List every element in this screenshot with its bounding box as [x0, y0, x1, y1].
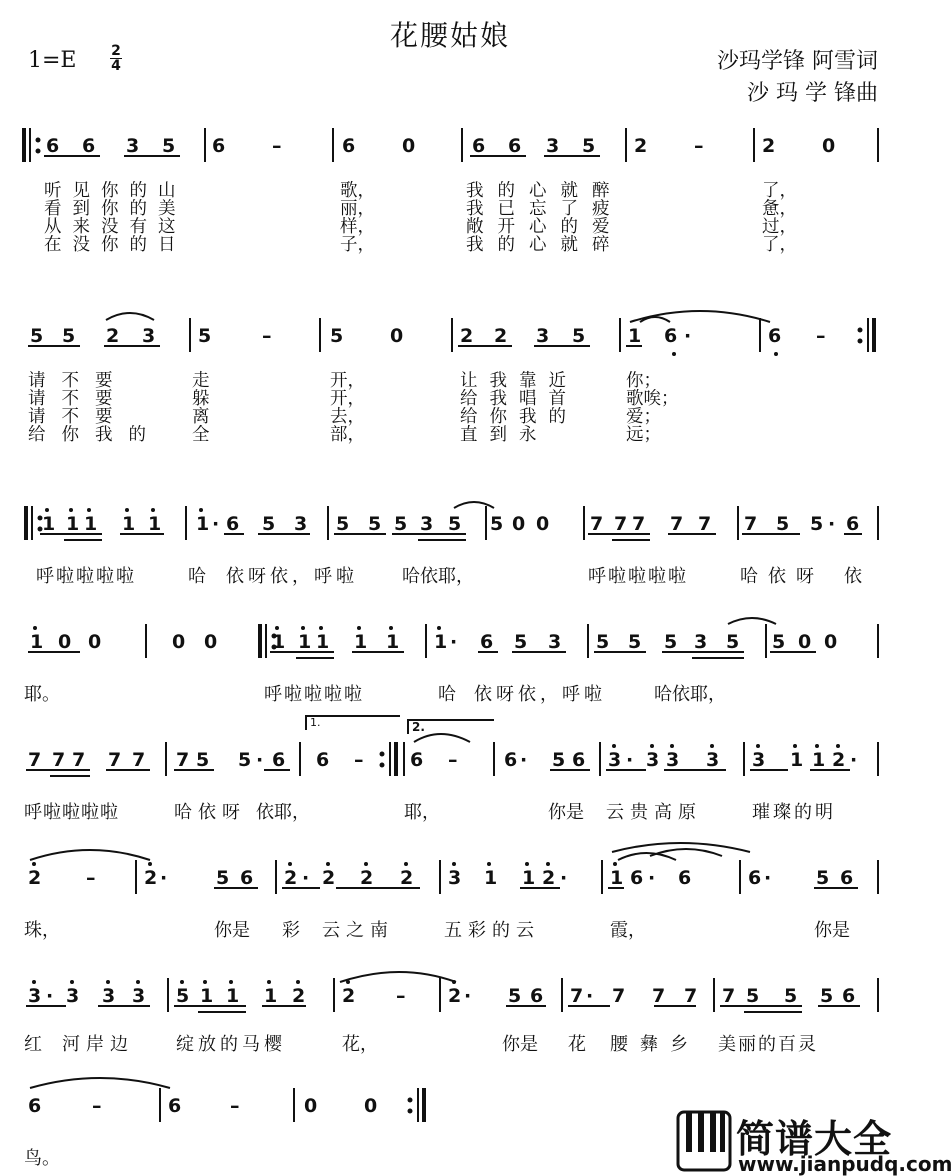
svg-text:7: 7 — [614, 513, 628, 535]
svg-text:0: 0 — [402, 135, 416, 157]
svg-text:5: 5 — [198, 325, 212, 347]
svg-text:–: – — [816, 325, 826, 347]
svg-text:5: 5 — [216, 867, 230, 889]
lyric2-v4-b: 全 — [192, 425, 210, 445]
svg-text:5: 5 — [572, 325, 586, 347]
svg-text:3: 3 — [608, 749, 622, 771]
svg-text:2: 2 — [448, 985, 462, 1007]
svg-text:6: 6 — [768, 325, 782, 347]
svg-text:3: 3 — [102, 985, 116, 1007]
lyric-r7-6: 花 — [568, 1034, 586, 1055]
svg-text:2: 2 — [360, 867, 374, 889]
svg-text:·: · — [648, 867, 656, 889]
lyric2-v4-d: 直到永 — [460, 425, 549, 445]
svg-text:3: 3 — [548, 631, 562, 653]
lyric2-v4-e: 远； — [626, 425, 661, 445]
svg-text:–: – — [272, 135, 282, 157]
svg-text:2: 2 — [762, 135, 776, 157]
lyric-r7-2: 河岸边 — [62, 1034, 134, 1055]
svg-text:·: · — [520, 749, 528, 771]
logo-url[interactable]: www.jianpudq.com — [738, 1152, 952, 1176]
svg-text:5: 5 — [448, 513, 462, 535]
lyric-r8-1: 鸟。 — [24, 1148, 60, 1169]
svg-text:5: 5 — [262, 513, 276, 535]
volta-first-label: 1. — [310, 716, 321, 729]
svg-text:6: 6 — [842, 985, 856, 1007]
svg-text:6: 6 — [504, 749, 518, 771]
lyric-r7-7: 腰彝乡 — [610, 1034, 700, 1055]
lyric-r4-1: 耶。 — [24, 684, 60, 705]
lyric2-v3-d: 给你我的 — [460, 407, 578, 427]
svg-text:1: 1 — [122, 513, 136, 535]
svg-text:5: 5 — [514, 631, 528, 653]
lyric-v4-a: 在没你的日 — [44, 235, 187, 255]
svg-text:2: 2 — [322, 867, 336, 889]
svg-text:2: 2 — [542, 867, 556, 889]
svg-text:3: 3 — [448, 867, 462, 889]
lyric-r6-2: 你是 — [214, 920, 250, 941]
svg-text:0: 0 — [88, 631, 102, 653]
svg-text:7: 7 — [108, 749, 122, 771]
lyric-r4-2: 呼啦啦啦啦 — [264, 684, 364, 705]
svg-text:5: 5 — [784, 985, 798, 1007]
svg-text:5: 5 — [196, 749, 210, 771]
svg-text:6: 6 — [480, 631, 494, 653]
svg-text:6: 6 — [846, 513, 860, 535]
svg-text:·: · — [850, 749, 858, 771]
svg-text:·: · — [256, 749, 264, 771]
lyric2-v1-e: 你； — [626, 371, 661, 391]
lyric-r3-4: 哈依耶， — [402, 566, 474, 587]
svg-text:2: 2 — [144, 867, 158, 889]
svg-text:1: 1 — [790, 749, 804, 771]
svg-text:7: 7 — [670, 513, 684, 535]
lyric-r7-5: 你是 — [502, 1034, 538, 1055]
lyric-r5-7: 璀璨的明 — [752, 802, 836, 823]
svg-text:2: 2 — [832, 749, 846, 771]
lyric-v4-c: 我的心就碎 — [466, 235, 624, 255]
lyric-v2-a: 看到你的美 — [44, 199, 187, 219]
svg-text:·: · — [684, 325, 692, 347]
key-signature: 1=E — [28, 48, 77, 73]
svg-text:5: 5 — [336, 513, 350, 535]
lyric2-v4-a: 给你我的 — [28, 425, 162, 445]
lyric-r3-5: 呼啦啦啦啦 — [588, 566, 688, 587]
svg-text:1: 1 — [812, 749, 826, 771]
svg-text:·: · — [764, 867, 772, 889]
svg-text:5: 5 — [816, 867, 830, 889]
logo-name: 简谱大全 — [736, 1117, 893, 1161]
lyric-v2-c: 我已忘了疲 — [466, 199, 624, 219]
svg-text:7: 7 — [52, 749, 66, 771]
svg-text:2: 2 — [494, 325, 508, 347]
lyric-v2-b: 丽， — [340, 199, 375, 219]
svg-text:–: – — [448, 749, 458, 771]
svg-text:2: 2 — [28, 867, 42, 889]
svg-text:0: 0 — [512, 513, 526, 535]
lyric-r4-4: 依呀依，呼啦 — [474, 684, 606, 705]
svg-text:0: 0 — [58, 631, 72, 653]
lyric2-v2-d: 给我唱首 — [460, 389, 578, 409]
svg-text:6: 6 — [168, 1095, 182, 1117]
svg-text:6: 6 — [840, 867, 854, 889]
svg-text:6: 6 — [46, 135, 60, 157]
lyric-v1-b: 歌， — [340, 181, 375, 201]
svg-text:6: 6 — [678, 867, 692, 889]
lyric2-v2-e: 歌唉； — [626, 389, 679, 409]
lyric2-v2-b: 躲 — [192, 389, 210, 409]
svg-text:7: 7 — [28, 749, 42, 771]
site-logo[interactable] — [676, 1108, 952, 1176]
svg-text:3: 3 — [666, 749, 680, 771]
svg-text:·: · — [46, 985, 54, 1007]
lyric-r6-5: 五彩的云 — [444, 920, 540, 941]
lyric-r4-5: 哈依耶， — [654, 684, 726, 705]
svg-text:7: 7 — [722, 985, 736, 1007]
svg-text:5: 5 — [552, 749, 566, 771]
svg-text:5: 5 — [726, 631, 740, 653]
lyric-v3-b: 样， — [340, 217, 375, 237]
svg-text:·: · — [160, 867, 168, 889]
svg-text:0: 0 — [172, 631, 186, 653]
svg-text:1: 1 — [298, 631, 312, 653]
lyric-r3-1: 呼啦啦啦啦 — [36, 566, 136, 587]
svg-text:–: – — [92, 1095, 102, 1117]
lyric-r5-5: 你是 — [548, 802, 584, 823]
lyric2-v1-a: 请不要 — [28, 371, 129, 391]
svg-text:5: 5 — [582, 135, 596, 157]
svg-text:·: · — [464, 985, 472, 1007]
svg-text:3: 3 — [142, 325, 156, 347]
time-signature: 2 4 — [111, 43, 121, 74]
svg-text:0: 0 — [204, 631, 218, 653]
lyric-r7-8: 美丽的百灵 — [718, 1034, 818, 1055]
lyric-r3-3: 依呀依，呼啦 — [226, 566, 358, 587]
svg-text:–: – — [694, 135, 704, 157]
lyric-r6-1: 珠， — [24, 920, 60, 941]
svg-text:3: 3 — [646, 749, 660, 771]
svg-text:1: 1 — [264, 985, 278, 1007]
lyric-r6-4: 云之南 — [322, 920, 394, 941]
svg-text:1: 1 — [316, 631, 330, 653]
svg-text:6: 6 — [240, 867, 254, 889]
svg-text:7: 7 — [612, 985, 626, 1007]
lyric-r4-3: 哈 — [438, 684, 456, 705]
lyric-r6-3: 彩 — [282, 920, 300, 941]
lyric-v3-c: 敞开心的爱 — [466, 217, 624, 237]
svg-text:3: 3 — [294, 513, 308, 535]
svg-text:0: 0 — [364, 1095, 378, 1117]
svg-text:1: 1 — [354, 631, 368, 653]
svg-text:7: 7 — [632, 513, 646, 535]
svg-text:0: 0 — [824, 631, 838, 653]
svg-text:5: 5 — [162, 135, 176, 157]
lyric-r3-2: 哈 — [188, 566, 206, 587]
svg-text:6: 6 — [28, 1095, 42, 1117]
svg-text:5: 5 — [62, 325, 76, 347]
svg-text:6: 6 — [82, 135, 96, 157]
svg-text:6: 6 — [410, 749, 424, 771]
volta-second-label: 2. — [412, 720, 425, 734]
svg-text:0: 0 — [536, 513, 550, 535]
svg-text:3: 3 — [420, 513, 434, 535]
lyric-r3-6: 哈依呀 — [740, 566, 824, 587]
svg-text:1: 1 — [66, 513, 80, 535]
lyric-r6-7: 你是 — [814, 920, 850, 941]
svg-text:·: · — [302, 867, 310, 889]
svg-text:2: 2 — [106, 325, 120, 347]
lyric-r5-1: 呼啦啦啦啦 — [24, 802, 119, 823]
lyric-r5-6: 云贵高原 — [606, 802, 702, 823]
lyric-v2-d: 惫， — [762, 199, 797, 219]
svg-text:·: · — [560, 867, 568, 889]
svg-text:3: 3 — [132, 985, 146, 1007]
svg-text:1: 1 — [148, 513, 162, 535]
lyric-r5-3: 依耶， — [256, 802, 310, 823]
svg-text:1: 1 — [200, 985, 214, 1007]
svg-text:–: – — [230, 1095, 240, 1117]
svg-text:6: 6 — [748, 867, 762, 889]
svg-text:·: · — [212, 513, 220, 535]
svg-text:3: 3 — [536, 325, 550, 347]
svg-text:0: 0 — [390, 325, 404, 347]
svg-text:5: 5 — [176, 985, 190, 1007]
svg-text:5: 5 — [508, 985, 522, 1007]
lyric-v4-b: 子， — [340, 235, 375, 255]
svg-text:6: 6 — [630, 867, 644, 889]
svg-text:3: 3 — [752, 749, 766, 771]
svg-text:5: 5 — [664, 631, 678, 653]
svg-text:0: 0 — [798, 631, 812, 653]
svg-text:–: – — [262, 325, 272, 347]
lyric-v1-d: 了， — [762, 181, 797, 201]
svg-text:3: 3 — [66, 985, 80, 1007]
lyric2-v3-a: 请不要 — [28, 407, 129, 427]
lyric2-v3-b: 离 — [192, 407, 210, 427]
svg-text:5: 5 — [596, 631, 610, 653]
svg-text:1: 1 — [628, 325, 642, 347]
svg-text:3: 3 — [546, 135, 560, 157]
lyric2-v3-c: 去， — [330, 407, 365, 427]
svg-text:6: 6 — [342, 135, 356, 157]
lyric-v1-c: 我的心就醉 — [466, 181, 624, 201]
lyric-v3-a: 从来没有这 — [44, 217, 187, 237]
svg-text:–: – — [86, 867, 96, 889]
piano-keys-icon — [676, 1110, 734, 1172]
svg-text:1: 1 — [272, 631, 286, 653]
lyric2-v2-a: 请不要 — [28, 389, 129, 409]
lyricist-credit: 沙玛学锋 阿雪词 — [717, 49, 878, 74]
svg-text:6: 6 — [212, 135, 226, 157]
svg-text:5: 5 — [776, 513, 790, 535]
svg-text:6: 6 — [272, 749, 286, 771]
svg-text:6: 6 — [316, 749, 330, 771]
svg-text:7: 7 — [570, 985, 584, 1007]
svg-text:1: 1 — [30, 631, 44, 653]
svg-text:1: 1 — [196, 513, 210, 535]
svg-text:2: 2 — [292, 985, 306, 1007]
svg-text:5: 5 — [820, 985, 834, 1007]
lyric-r5-2: 哈依呀 — [174, 802, 246, 823]
svg-text:6: 6 — [572, 749, 586, 771]
lyric2-v1-c: 开， — [330, 371, 365, 391]
lyric-r7-4: 花， — [342, 1034, 378, 1055]
svg-text:·: · — [586, 985, 594, 1007]
svg-text:3: 3 — [694, 631, 708, 653]
song-title: 花腰姑娘 — [389, 19, 510, 52]
svg-text:7: 7 — [132, 749, 146, 771]
svg-text:5: 5 — [772, 631, 786, 653]
svg-text:2: 2 — [342, 985, 356, 1007]
svg-text:3: 3 — [126, 135, 140, 157]
svg-text:3: 3 — [706, 749, 720, 771]
svg-text:1: 1 — [84, 513, 98, 535]
svg-text:6: 6 — [226, 513, 240, 535]
svg-text:2: 2 — [284, 867, 298, 889]
svg-text:7: 7 — [590, 513, 604, 535]
svg-text:7: 7 — [684, 985, 698, 1007]
svg-text:1: 1 — [226, 985, 240, 1007]
svg-text:1: 1 — [610, 867, 624, 889]
svg-text:2: 2 — [400, 867, 414, 889]
lyric2-v2-c: 开， — [330, 389, 365, 409]
lyric2-v1-b: 走 — [192, 371, 210, 391]
lyric2-v4-c: 部， — [330, 425, 365, 445]
svg-text:2: 2 — [634, 135, 648, 157]
lyric2-v3-e: 爱； — [626, 407, 661, 427]
lyric2-v1-d: 让我靠近 — [460, 371, 578, 391]
svg-text:·: · — [626, 749, 634, 771]
lyric-v1-a: 听见你的山 — [44, 181, 187, 201]
svg-text:5: 5 — [238, 749, 252, 771]
svg-text:5: 5 — [810, 513, 824, 535]
svg-text:·: · — [450, 631, 458, 653]
svg-text:6: 6 — [530, 985, 544, 1007]
svg-text:6: 6 — [508, 135, 522, 157]
svg-text:6: 6 — [664, 325, 678, 347]
svg-text:6: 6 — [472, 135, 486, 157]
svg-text:7: 7 — [744, 513, 758, 535]
lyric-v4-d: 了， — [762, 235, 797, 255]
svg-text:5: 5 — [330, 325, 344, 347]
lyric-v3-d: 过， — [762, 217, 797, 237]
lyric-r7-3: 绽放的马樱 — [176, 1034, 286, 1055]
svg-text:0: 0 — [304, 1095, 318, 1117]
svg-text:1: 1 — [484, 867, 498, 889]
svg-text:1: 1 — [434, 631, 448, 653]
svg-text:1: 1 — [42, 513, 56, 535]
svg-text:7: 7 — [176, 749, 190, 771]
svg-text:3: 3 — [28, 985, 42, 1007]
svg-text:5: 5 — [628, 631, 642, 653]
svg-text:5: 5 — [368, 513, 382, 535]
svg-text:–: – — [396, 985, 406, 1007]
svg-text:–: – — [354, 749, 364, 771]
svg-text:·: · — [828, 513, 836, 535]
svg-text:1: 1 — [522, 867, 536, 889]
lyric-r6-6: 霞， — [610, 920, 646, 941]
lyric-r5-4: 耶， — [404, 802, 440, 823]
svg-text:5: 5 — [394, 513, 408, 535]
svg-text:0: 0 — [822, 135, 836, 157]
lyric-r3-7: 依 — [844, 566, 862, 587]
svg-text:7: 7 — [698, 513, 712, 535]
composer-credit: 沙 玛 学 锋曲 — [747, 81, 878, 106]
svg-text:5: 5 — [30, 325, 44, 347]
svg-text:5: 5 — [746, 985, 760, 1007]
svg-text:1: 1 — [386, 631, 400, 653]
svg-text:5: 5 — [490, 513, 504, 535]
svg-text:2: 2 — [460, 325, 474, 347]
svg-text:7: 7 — [652, 985, 666, 1007]
svg-text:7: 7 — [72, 749, 86, 771]
lyric-r7-1: 红 — [24, 1034, 42, 1055]
